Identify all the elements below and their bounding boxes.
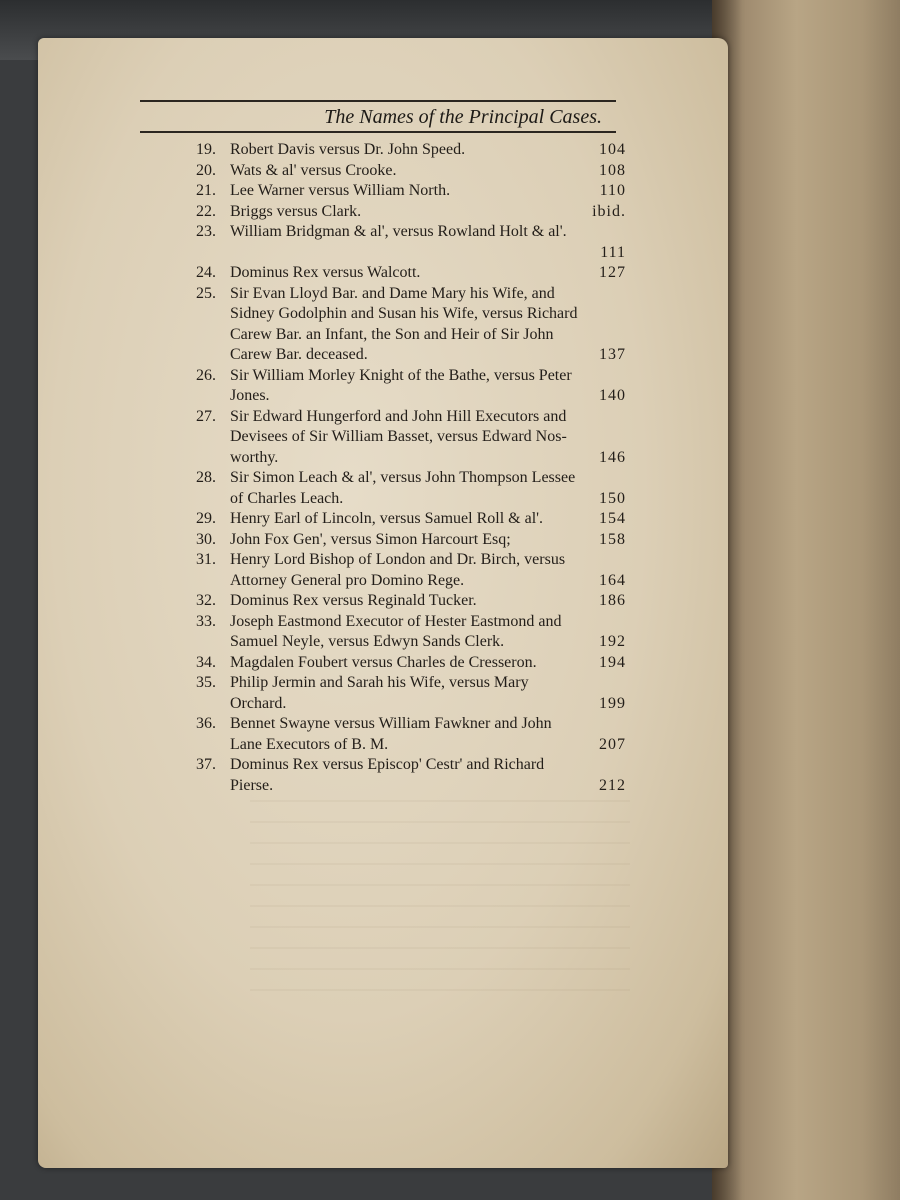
case-line <box>196 243 632 264</box>
case-line <box>196 571 632 592</box>
page-title: The Names of the Principal Cases. <box>324 106 602 128</box>
page-reference: 146 <box>599 448 626 466</box>
case-number: 27. <box>196 407 216 425</box>
case-title: Sir William Morley Knight of the Bathe, versus Peter <box>230 366 572 384</box>
case-entry <box>196 263 632 284</box>
case-entry <box>196 407 632 469</box>
case-list <box>196 140 632 796</box>
case-title: Lee Warner versus William North. <box>230 182 451 199</box>
page-reference: 150 <box>599 489 626 507</box>
case-line <box>196 366 632 387</box>
case-entry <box>196 591 632 612</box>
case-title: Sidney Godolphin and Susan his Wife, versus Richard <box>230 305 578 322</box>
case-line <box>196 181 632 202</box>
case-line <box>196 632 632 653</box>
show-through-text <box>250 800 630 1000</box>
case-number: 25. <box>196 284 216 302</box>
case-title: Wats & al' versus Crooke. <box>230 161 397 179</box>
case-title: Pierse. <box>230 776 274 794</box>
case-entry <box>196 612 632 653</box>
case-title: William Bridgman & al', versus Rowland Holt & al'. <box>230 223 567 240</box>
case-number: 37. <box>196 756 216 773</box>
case-entry <box>196 140 632 161</box>
case-line <box>196 530 632 551</box>
case-line <box>196 140 632 161</box>
page-reference: 140 <box>599 387 626 404</box>
case-entry <box>196 755 632 796</box>
case-number: 24. <box>196 264 216 281</box>
case-title: Jones. <box>230 387 270 404</box>
case-title: Dominus Rex versus Episcop' Cestr' and Richard <box>230 756 545 773</box>
case-line <box>196 407 632 428</box>
case-number: 34. <box>196 653 216 671</box>
case-title: Attorney General pro Domino Rege. <box>230 571 465 589</box>
case-entry <box>196 468 632 509</box>
case-line <box>196 755 632 776</box>
case-entry <box>196 530 632 551</box>
case-number: 26. <box>196 366 216 384</box>
page-reference: 111 <box>600 243 626 261</box>
case-entry <box>196 222 632 263</box>
case-number: 29. <box>196 510 216 527</box>
case-title: Sir Evan Lloyd Bar. and Dame Mary his Wife, and <box>230 284 555 302</box>
case-title: Dominus Rex versus Walcott. <box>230 264 421 281</box>
page-reference: 110 <box>599 182 626 199</box>
case-line <box>196 509 632 530</box>
header-rule-bottom <box>140 131 616 133</box>
page-reference: 164 <box>599 571 626 589</box>
case-line <box>196 612 632 633</box>
case-number: 36. <box>196 715 216 732</box>
case-title: Lane Executors of B. M. <box>230 735 389 753</box>
case-line <box>196 427 632 448</box>
case-number: 33. <box>196 612 216 630</box>
case-entry <box>196 550 632 591</box>
case-title: Samuel Neyle, versus Edwyn Sands Clerk. <box>230 633 505 650</box>
case-title: Bennet Swayne versus William Fawkner and John <box>230 715 552 732</box>
case-title: Philip Jermin and Sarah his Wife, versus Mary <box>230 674 529 691</box>
page-reference: 154 <box>599 510 626 527</box>
case-title: Robert Davis versus Dr. John Speed. <box>230 141 466 158</box>
page-reference: 127 <box>599 264 626 281</box>
case-title: John Fox Gen', versus Simon Harcourt Esq; <box>230 530 511 548</box>
case-title: Devisees of Sir William Basset, versus Edward Nos- <box>230 428 567 445</box>
case-title: Joseph Eastmond Executor of Hester Eastmond and <box>230 612 562 630</box>
page-reference: 104 <box>599 141 626 158</box>
case-line <box>196 673 632 694</box>
page-reference: 108 <box>599 161 626 179</box>
case-title: Carew Bar. deceased. <box>230 346 368 363</box>
case-title: Sir Edward Hungerford and John Hill Executors and <box>230 407 567 425</box>
header-rule-top <box>140 100 616 102</box>
case-title: Henry Earl of Lincoln, versus Samuel Roll & al'. <box>230 510 544 527</box>
case-line <box>196 714 632 735</box>
page-reference: ibid. <box>592 202 626 220</box>
case-title: Henry Lord Bishop of London and Dr. Birch, versus <box>230 551 566 568</box>
case-title: worthy. <box>230 448 279 466</box>
case-line <box>196 550 632 571</box>
page-reference: 192 <box>599 633 626 650</box>
case-entry <box>196 673 632 714</box>
case-line <box>196 263 632 284</box>
case-number: 21. <box>196 182 216 199</box>
case-number: 32. <box>196 592 216 609</box>
case-line <box>196 468 632 489</box>
page-reference: 212 <box>599 776 626 794</box>
case-line <box>196 489 632 510</box>
case-entry <box>196 714 632 755</box>
case-line <box>196 735 632 756</box>
case-number: 35. <box>196 674 216 691</box>
case-title: Dominus Rex versus Reginald Tucker. <box>230 592 477 609</box>
case-line <box>196 222 632 243</box>
case-number: 19. <box>196 141 216 158</box>
case-line <box>196 202 632 223</box>
page-reference: 158 <box>599 530 626 548</box>
case-entry <box>196 181 632 202</box>
page-reference: 137 <box>599 346 626 363</box>
case-number: 30. <box>196 530 216 548</box>
page-reference: 186 <box>599 592 626 609</box>
case-line <box>196 284 632 305</box>
case-title: Carew Bar. an Infant, the Son and Heir of Sir John <box>230 325 554 343</box>
case-entry <box>196 284 632 366</box>
case-line <box>196 325 632 346</box>
case-line <box>196 386 632 407</box>
case-title: Briggs versus Clark. <box>230 202 362 220</box>
case-entry <box>196 653 632 674</box>
case-number: 31. <box>196 551 216 568</box>
case-line <box>196 161 632 182</box>
case-line <box>196 591 632 612</box>
case-entry <box>196 366 632 407</box>
case-entry <box>196 161 632 182</box>
case-line <box>196 653 632 674</box>
case-line <box>196 776 632 797</box>
page-reference: 207 <box>599 735 626 753</box>
case-title: Magdalen Foubert versus Charles de Cresseron. <box>230 653 537 671</box>
case-line <box>196 448 632 469</box>
facing-page <box>712 0 900 1200</box>
case-title: of Charles Leach. <box>230 489 344 507</box>
case-number: 23. <box>196 223 216 240</box>
page-reference: 199 <box>599 694 626 712</box>
case-number: 22. <box>196 202 216 220</box>
case-entry <box>196 509 632 530</box>
case-entry <box>196 202 632 223</box>
case-title: Orchard. <box>230 694 287 712</box>
case-line <box>196 345 632 366</box>
case-number: 28. <box>196 469 216 486</box>
case-line <box>196 694 632 715</box>
page-reference: 194 <box>599 653 626 671</box>
case-line <box>196 304 632 325</box>
case-number: 20. <box>196 161 216 179</box>
case-title: Sir Simon Leach & al', versus John Thompson Lessee <box>230 469 576 486</box>
